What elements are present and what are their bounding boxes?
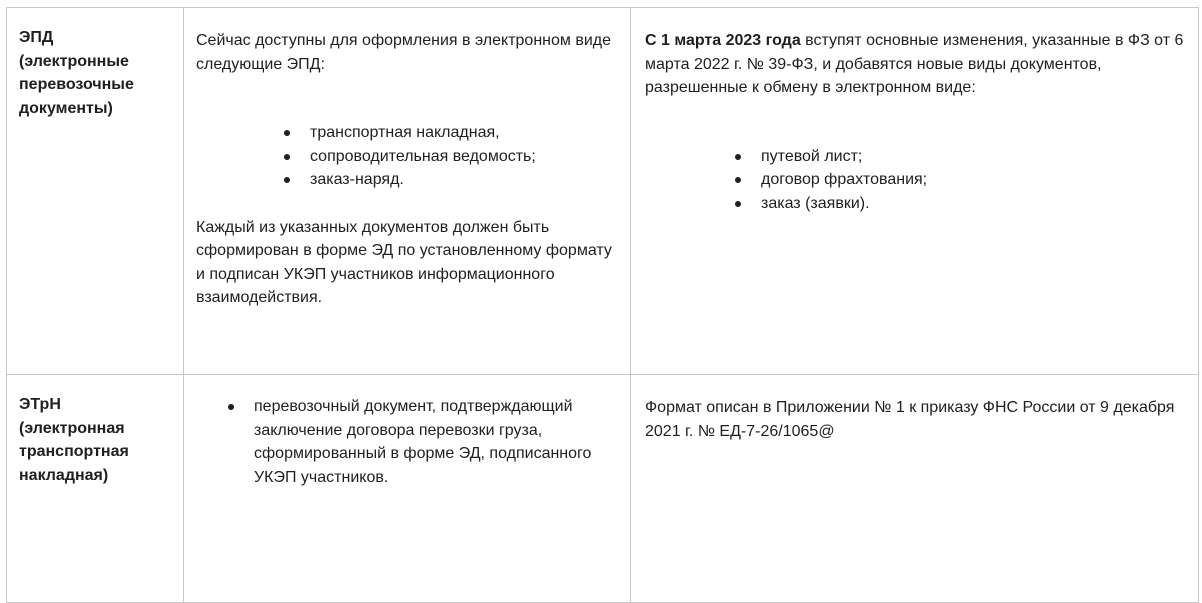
term-line: ЭПД (19, 29, 54, 46)
future-text: вступят основные изменения, указанные в ФЗ от 6 марта 2022 г. № 39-ФЗ, и добавятся новые виды документов, разрешенные к обмену в электронном виде: (645, 32, 1184, 96)
list-item: перевозочный документ, подтверждающий заключение договора перевозки груза, сформированный в форме ЭД, подписанного УКЭП участников. (254, 395, 618, 489)
table-row (7, 8, 1199, 375)
term-cell-epd (7, 8, 184, 375)
list-item: заказ-наряд. (310, 168, 618, 192)
current-intro: Сейчас доступны для оформления в электронном виде следующие ЭПД: (196, 32, 611, 73)
etrn-definition-list (254, 395, 618, 489)
current-note: Каждый из указанных документов должен быть сформирован в форме ЭД по установленному формату и подписан УКЭП участников информационного взаимодействия. (196, 218, 612, 306)
current-documents-cell (184, 8, 631, 375)
term-line: (электронные (19, 52, 129, 70)
term-line: (электронная (19, 419, 125, 437)
list-item: договор фрахтования; (761, 168, 1184, 192)
future-intro (645, 29, 1184, 100)
table-row (7, 375, 1199, 603)
term-line: перевозочные (19, 76, 134, 93)
term-line: документы) (19, 99, 113, 117)
future-changes-cell (631, 8, 1199, 375)
etrn-format-cell (631, 375, 1199, 603)
format-text: Формат описан в Приложении № 1 к приказу ФНС России от 9 декабря 2021 г. № ЕД-7-26/1065@ (645, 399, 1175, 440)
list-item: путевой лист; (761, 145, 1184, 169)
future-documents-list (761, 145, 1184, 216)
term-line: транспортная (19, 443, 129, 460)
current-documents-list (310, 121, 618, 192)
term-cell-etrn (7, 375, 184, 603)
etrn-definition-cell (184, 375, 631, 603)
term-line: накладная) (19, 466, 109, 484)
list-item: заказ (заявки). (761, 192, 1184, 216)
term-line: ЭТрН (19, 396, 61, 413)
list-item: сопроводительная ведомость; (310, 145, 618, 169)
comparison-table (6, 7, 1199, 603)
future-date: С 1 марта 2023 года (645, 32, 801, 49)
list-item: транспортная накладная, (310, 121, 618, 145)
